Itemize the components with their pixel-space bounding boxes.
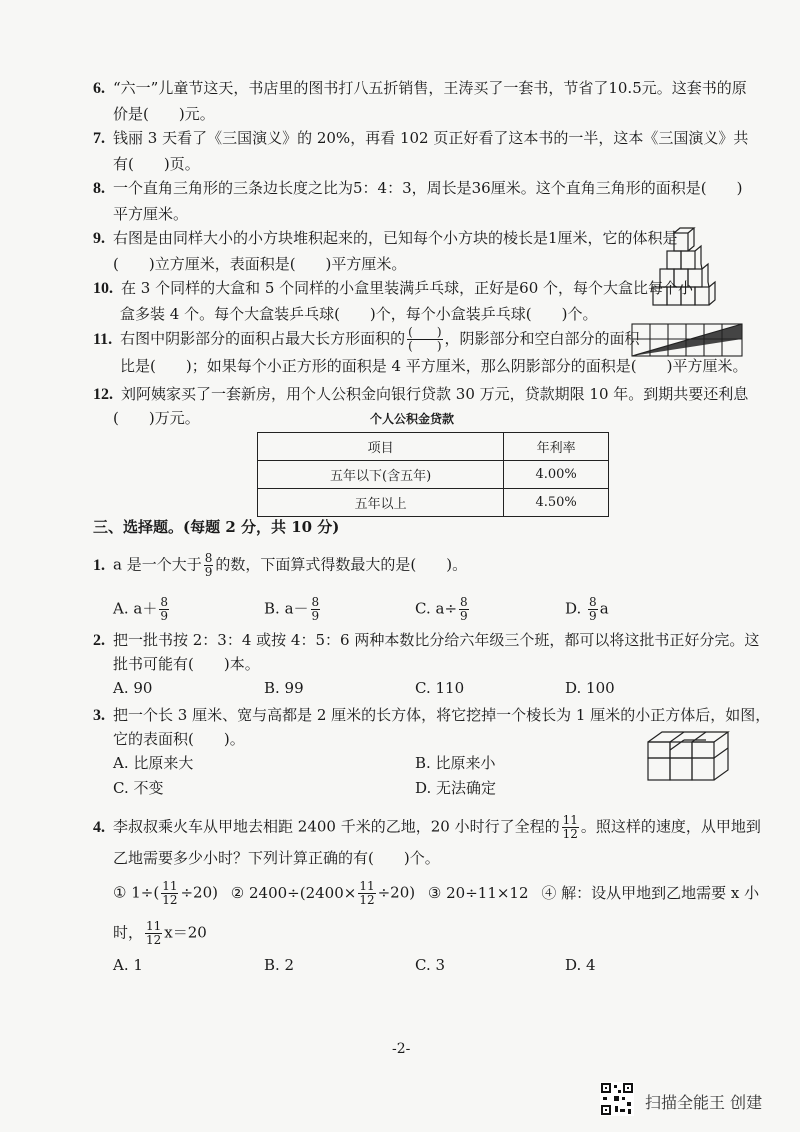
table-header: 项目: [258, 433, 504, 461]
table-cell: 五年以下(含五年): [258, 461, 504, 489]
question-10: 10. 在 3 个同样的大盒和 5 个同样的小盒里装满乒乓球，正好是60 个，每个大盒比每个小: [93, 279, 694, 297]
table-cell: 4.50%: [504, 489, 609, 517]
choice-question-3: 3. 把一个长 3 厘米、宽与高都是 2 厘米的长方体，将它挖掉一个棱长为 1 厘米的小正方体后，如图，: [93, 706, 771, 724]
option-b[interactable]: B. a－ $\frac{8}{9}$: [264, 595, 320, 623]
question-9: 9. 右图是由同样大小的小方块堆积起来的，已知每个小方块的棱长是1厘米，它的体积是: [93, 229, 678, 247]
shaded-rectangle-figure: [630, 322, 745, 358]
question-10-line2: 盒多装 4 个。每个大盒装乒乓球( )个，每个小盒装乒乓球( )个。: [120, 305, 598, 323]
option-b[interactable]: B. 99: [264, 679, 304, 697]
option-d[interactable]: D. 4: [565, 956, 596, 974]
question-12-line2: ( )万元。: [113, 409, 200, 427]
choice-question-4: 4. 李叔叔乘火车从甲地去相距 2400 千米的乙地，20 小时行了全程的 $\frac{11}{12}$ 。照这样的速度，从甲地到: [93, 813, 761, 841]
question-7: 7. 钱丽 3 天看了《三国演义》的 20%，再看 102 页正好看了这本书的一半，这本《三国演义》共: [93, 129, 749, 147]
question-8-line2: 平方厘米。: [113, 205, 189, 223]
question-6-line2: 价是( )元。: [113, 105, 215, 123]
table-cell: 五年以上: [258, 489, 504, 517]
page-number: -2-: [392, 1041, 411, 1057]
question-11: 11. 右图中阴影部分的面积占最大长方形面积的 $\frac{( )}{( )}$ ，阴影部分和空白部分的面积: [93, 325, 640, 353]
option-a[interactable]: A. 1: [113, 956, 143, 974]
cuboid-figure: [645, 728, 735, 784]
question-11-line2: 比是( )；如果每个小正方形的面积是 4 平方厘米，那么阴影部分的面积是( )平方厘米。: [120, 357, 748, 375]
option-b[interactable]: B. 2: [264, 956, 295, 974]
qr-code-icon: [600, 1082, 634, 1116]
loan-rate-table: [257, 432, 609, 517]
choice-question-4-line2: 乙地需要多少小时？下列计算正确的有( )个。: [113, 849, 440, 867]
section-title: 三、选择题。(每题 2 分，共 10 分): [93, 518, 340, 536]
table-row: [258, 461, 609, 489]
option-d[interactable]: D. $\frac{8}{9}$ a: [565, 595, 609, 623]
scanner-watermark: 扫描全能王 创建: [645, 1093, 763, 1112]
table-caption: 个人公积金贷款: [370, 412, 455, 426]
option-a[interactable]: A. 比原来大: [113, 754, 194, 772]
option-b[interactable]: B. 比原来小: [415, 754, 496, 772]
table-row: [258, 489, 609, 517]
option-c[interactable]: C. 不变: [113, 779, 164, 797]
table-header-row: [258, 433, 609, 461]
option-d[interactable]: D. 100: [565, 679, 615, 697]
choice-question-2: 2. 把一批书按 2：3：4 或按 4：5：6 两种本数比分给六年级三个班，都可以将这批书正好分完。这: [93, 631, 760, 649]
option-a[interactable]: A. a＋ $\frac{8}{9}$: [113, 595, 168, 623]
question-9-line2: ( )立方厘米，表面积是( )平方厘米。: [113, 255, 407, 273]
choice-question-1: 1. a 是一个大于 $\frac{8}{9}$ 的数，下面算式得数最大的是( )。: [93, 551, 468, 579]
question-12: 12. 刘阿姨家买了一套新房，用个人公积金向银行贷款 30 万元，贷款期限 10 年。到期共要还利息: [93, 385, 749, 403]
option-c[interactable]: C. 110: [415, 679, 465, 697]
question-8: 8. 一个直角三角形的三条边长度之比为5：4：3，周长是36厘米。这个直角三角形的面积是( ): [93, 179, 743, 197]
option-c[interactable]: C. 3: [415, 956, 446, 974]
choice-question-2-line2: 批书可能有( )本。: [113, 655, 260, 673]
option-a[interactable]: A. 90: [113, 679, 153, 697]
question-6: 6. “六一”儿童节这天，书店里的图书打八五折销售，王涛买了一套书，节省了10.5元。这套书的原: [93, 79, 747, 97]
table-cell: 4.00%: [504, 461, 609, 489]
choice-question-3-line2: 它的表面积( )。: [113, 730, 245, 748]
table-header: 年利率: [504, 433, 609, 461]
option-c[interactable]: C. a÷ $\frac{8}{9}$: [415, 595, 468, 623]
question-7-line2: 有( )页。: [113, 155, 200, 173]
choice-question-4-line4: 时， $\frac{11}{12}$ x＝20: [113, 919, 207, 947]
blank-fraction: $\frac{( )}{( )}$: [408, 325, 442, 353]
option-d[interactable]: D. 无法确定: [415, 779, 497, 797]
choice-question-4-expressions: ① 1÷( $\frac{11}{12}$ ÷20) ② 2400÷(2400× $\frac{11}{12}$ ÷20) ③ 20÷11×12 ④ 解：设从甲地到乙地需要 x 小: [113, 879, 760, 907]
